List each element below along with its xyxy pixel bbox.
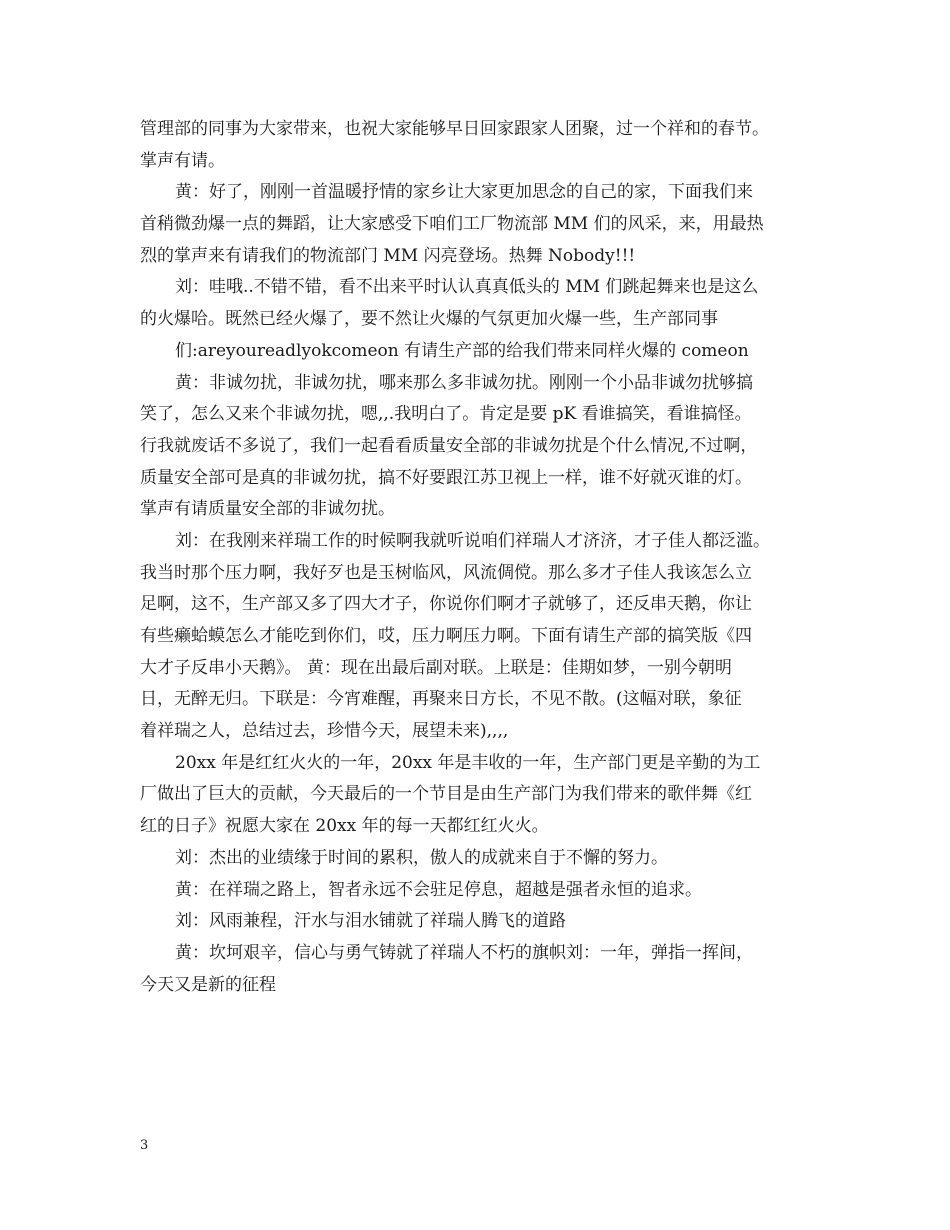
text-line: 20xx 年是红红火火的一年，20xx 年是丰收的一年，生产部门更是辛勤的为工: [175, 752, 761, 773]
text-line: 有些癞蛤蟆怎么才能吃到你们，哎，压力啊压力啊。下面有请生产部的搞笑版《四: [140, 626, 752, 646]
text-line: 质量安全部可是真的非诚勿扰，搞不好要跟江苏卫视上一样，谁不好就灭谁的灯。: [140, 467, 752, 488]
text-line: 黄：在祥瑞之路上，智者永远不会驻足停息，超越是强者永恒的追求。: [175, 879, 702, 900]
text-line: 们:areyoureadlyokcomeon 有请生产部的给我们带来同样火爆的 comeon: [175, 340, 749, 361]
page-number: 3: [140, 1138, 149, 1153]
text-line: 我当时那个压力啊，我好歹也是玉树临风，风流倜傥。那么多才子佳人我该怎么立: [140, 562, 752, 583]
text-line: 首稍微劲爆一点的舞蹈，让大家感受下咱们工厂物流部 MM 们的风采，来，用最热: [140, 214, 764, 235]
text-line: 笑了，怎么又来个非诚勿扰，嗯,,.我明白了。肯定是要 pK 看谁搞笑，看谁搞怪。: [140, 404, 752, 425]
text-line: 着祥瑞之人，总结过去，珍惜今天，展望未来),,,,: [140, 721, 509, 742]
text-line: 今天又是新的征程: [140, 974, 276, 995]
text-line: 掌声有请质量安全部的非诚勿扰。: [140, 499, 395, 520]
text-line: 刘：风雨兼程，汗水与泪水铺就了祥瑞人腾飞的道路: [175, 911, 566, 932]
text-line: 刘：杰出的业绩缘于时间的累积，傲人的成就来自于不懈的努力。: [175, 847, 668, 868]
text-line: 刘：在我刚来祥瑞工作的时候啊我就听说咱们祥瑞人才济济，才子佳人都泛滥。: [175, 530, 770, 551]
text-line: 掌声有请。: [140, 150, 225, 171]
text-line: 黄：好了，刚刚一首温暖抒情的家乡让大家更加思念的自己的家，下面我们来: [175, 182, 753, 203]
text-line: 行我就废话不多说了，我们一起看看质量安全部的非诚勿扰是个什么情况,不过啊，: [140, 435, 758, 456]
text-line: 烈的掌声来有请我们的物流部门 MM 闪亮登场。热舞 Nobody!!!: [140, 245, 636, 266]
document-body: [140, 114, 830, 1001]
text-line: 足啊，这不，生产部又多了四大才子，你说你们啊才子就够了，还反串天鹅，你让: [140, 594, 752, 615]
text-line: 黄：非诚勿扰，非诚勿扰，哪来那么多非诚勿扰。刚刚一个小品非诚勿扰够搞: [175, 372, 753, 393]
text-line: 日，无醉无归。下联是：今宵难醒，再聚来日方长，不见不散。(这幅对联，象征: [140, 689, 742, 710]
text-line: 管理部的同事为大家带来，也祝大家能够早日回家跟家人团聚，过一个祥和的春节。: [140, 119, 769, 139]
text-line: 红的日子》祝愿大家在 20xx 年的每一天都红红火火。: [140, 816, 549, 837]
text-line: 的火爆哈。既然已经火爆了，要不然让火爆的气氛更加火爆一些，生产部同事: [140, 309, 718, 330]
text-line: 黄：坎坷艰辛，信心与勇气铸就了祥瑞人不朽的旗帜刘：一年，弹指一挥间，: [175, 942, 753, 963]
text-line: 厂做出了巨大的贡献，今天最后的一个节目是由生产部门为我们带来的歌伴舞《红: [140, 784, 752, 805]
text-line: 大才子反串小天鹅》。 黄：现在出最后副对联。上联是：佳期如梦，一别今朝明: [140, 657, 732, 678]
text-line: 刘：哇哦..不错不错，看不出来平时认认真真低头的 MM 们跳起舞来也是这么: [175, 277, 759, 298]
